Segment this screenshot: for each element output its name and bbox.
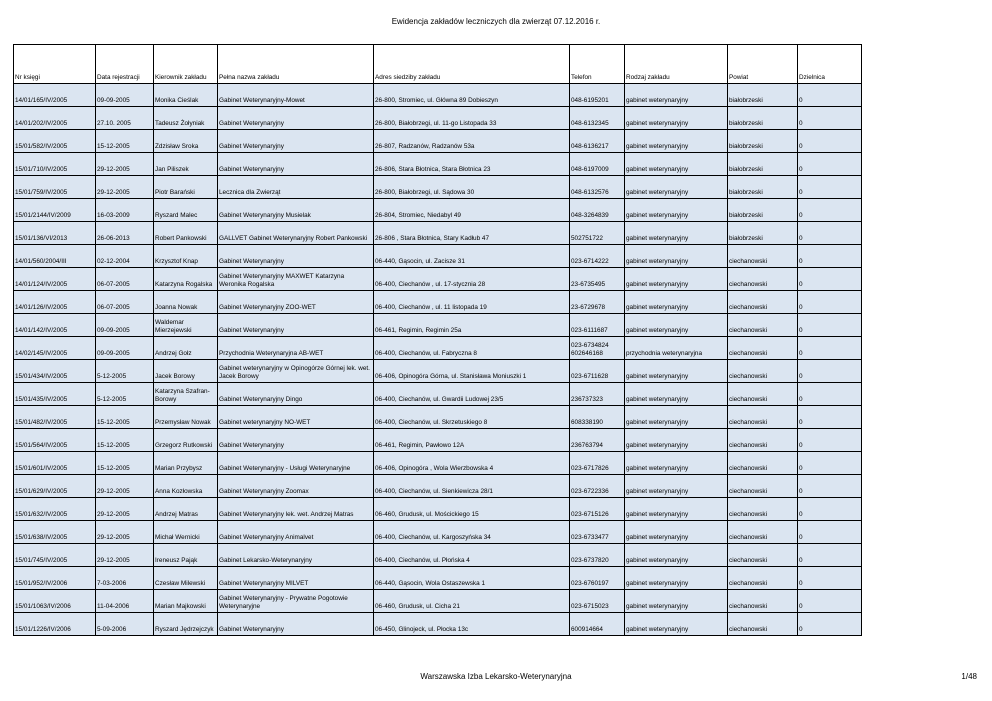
cell-nr-ksiegi: 15/01/482/IV/2005 xyxy=(14,406,96,429)
table-row xyxy=(14,613,862,636)
cell-nr-ksiegi: 15/01/434/IV/2005 xyxy=(14,360,96,383)
cell-data-rejestracji: 06-07-2005 xyxy=(96,291,154,314)
cell-nazwa: Gabinet Weterynaryjny Musielak xyxy=(218,199,374,222)
cell-data-rejestracji: 09-09-2005 xyxy=(96,314,154,337)
column-header-telefon: Telefon xyxy=(570,45,625,84)
cell-dzielnica: 0 xyxy=(798,613,862,636)
cell-kierownik: Marian Przybysz xyxy=(154,452,218,475)
cell-kierownik: Ryszard Jędrzejczyk xyxy=(154,613,218,636)
cell-nr-ksiegi: 15/01/582/IV/2005 xyxy=(14,130,96,153)
cell-data-rejestracji: 5-12-2005 xyxy=(96,360,154,383)
cell-telefon: 048-6197009 xyxy=(570,153,625,176)
cell-nazwa: Gabinet Weterynaryjny MAXWET Katarzyna Weronika Rogalska xyxy=(218,268,374,291)
cell-rodzaj: gabinet weterynaryjny xyxy=(625,406,728,429)
cell-adres: 06-440, Gąsocin, ul. Zacisze 31 xyxy=(374,245,570,268)
cell-kierownik: Waldemar Mierzejewski xyxy=(154,314,218,337)
cell-rodzaj: gabinet weterynaryjny xyxy=(625,291,728,314)
page-number: 1/48 xyxy=(961,672,977,681)
cell-nazwa: Gabinet Weterynaryjny lek. wet. Andrzej Matras xyxy=(218,498,374,521)
cell-powiat: ciechanowski xyxy=(728,498,798,521)
cell-kierownik: Piotr Barański xyxy=(154,176,218,199)
cell-data-rejestracji: 29-12-2005 xyxy=(96,521,154,544)
cell-data-rejestracji: 29-12-2005 xyxy=(96,475,154,498)
cell-telefon: 608338190 xyxy=(570,406,625,429)
cell-nr-ksiegi: 15/01/1063/IV/2006 xyxy=(14,590,96,613)
cell-rodzaj: gabinet weterynaryjny xyxy=(625,498,728,521)
cell-dzielnica: 0 xyxy=(798,268,862,291)
cell-powiat: ciechanowski xyxy=(728,452,798,475)
cell-telefon: 048-6132345 xyxy=(570,107,625,130)
table-row xyxy=(14,498,862,521)
table-row xyxy=(14,475,862,498)
cell-nr-ksiegi: 14/02/145/IV/2005 xyxy=(14,337,96,360)
cell-rodzaj: gabinet weterynaryjny xyxy=(625,84,728,107)
cell-data-rejestracji: 29-12-2005 xyxy=(96,176,154,199)
cell-nazwa: Gabinet Weterynaryjny xyxy=(218,613,374,636)
cell-adres: 06-400, Ciechanów, ul. Płońska 4 xyxy=(374,544,570,567)
table-row xyxy=(14,337,862,360)
cell-kierownik: Robert Pankowski xyxy=(154,222,218,245)
registry-table xyxy=(13,44,862,636)
cell-telefon: 023-6722336 xyxy=(570,475,625,498)
cell-dzielnica: 0 xyxy=(798,337,862,360)
table-row xyxy=(14,406,862,429)
cell-dzielnica: 0 xyxy=(798,406,862,429)
cell-nazwa: Gabinet Weterynaryjny xyxy=(218,153,374,176)
table-row xyxy=(14,199,862,222)
cell-kierownik: Jacek Borowy xyxy=(154,360,218,383)
cell-powiat: białobrzeski xyxy=(728,84,798,107)
cell-powiat: ciechanowski xyxy=(728,613,798,636)
cell-powiat: białobrzeski xyxy=(728,222,798,245)
page-title: Ewidencja zakładów leczniczych dla zwierząt 07.12.2016 r. xyxy=(391,17,601,26)
table-row xyxy=(14,153,862,176)
cell-nr-ksiegi: 15/01/632/IV/2005 xyxy=(14,498,96,521)
column-header-rodzaj: Rodzaj zakładu xyxy=(625,45,728,84)
cell-dzielnica: 0 xyxy=(798,245,862,268)
cell-nr-ksiegi: 15/01/745/IV/2005 xyxy=(14,544,96,567)
cell-dzielnica: 0 xyxy=(798,153,862,176)
cell-adres: 26-804, Stromiec, Niedabyl 49 xyxy=(374,199,570,222)
cell-telefon: 023-6717826 xyxy=(570,452,625,475)
cell-nazwa: Gabinet Weterynaryjny Dingo xyxy=(218,383,374,406)
cell-telefon: 502751722 xyxy=(570,222,625,245)
table-row xyxy=(14,567,862,590)
column-header-kierownik: Kierownik zakładu xyxy=(154,45,218,84)
cell-rodzaj: przychodnia weterynaryjna xyxy=(625,337,728,360)
cell-telefon: 023-6711628 xyxy=(570,360,625,383)
cell-nazwa: Gabinet Weterynaryjny xyxy=(218,107,374,130)
cell-kierownik: Andrzej Gołz xyxy=(154,337,218,360)
cell-powiat: ciechanowski xyxy=(728,475,798,498)
cell-nazwa: Gabinet weterynaryjny NO-WET xyxy=(218,406,374,429)
cell-nr-ksiegi: 15/01/638/IV/2005 xyxy=(14,521,96,544)
cell-powiat: ciechanowski xyxy=(728,268,798,291)
cell-nazwa: Przychodnia Weterynaryjna AB-WET xyxy=(218,337,374,360)
cell-powiat: ciechanowski xyxy=(728,383,798,406)
cell-dzielnica: 0 xyxy=(798,429,862,452)
cell-dzielnica: 0 xyxy=(798,199,862,222)
column-header-data-rejestracji: Data rejestracji xyxy=(96,45,154,84)
cell-kierownik: Andrzej Matras xyxy=(154,498,218,521)
column-header-powiat: Powiat xyxy=(728,45,798,84)
cell-powiat: ciechanowski xyxy=(728,406,798,429)
table-row xyxy=(14,291,862,314)
table-row xyxy=(14,314,862,337)
cell-data-rejestracji: 27.10. 2005 xyxy=(96,107,154,130)
cell-powiat: białobrzeski xyxy=(728,130,798,153)
cell-adres: 06-460, Grudusk, ul. Cicha 21 xyxy=(374,590,570,613)
cell-data-rejestracji: 29-12-2005 xyxy=(96,544,154,567)
cell-kierownik: Monika Cieślak xyxy=(154,84,218,107)
cell-dzielnica: 0 xyxy=(798,130,862,153)
cell-data-rejestracji: 09-09-2005 xyxy=(96,337,154,360)
cell-nr-ksiegi: 14/01/126/IV/2005 xyxy=(14,291,96,314)
cell-adres: 06-450, Glinojeck, ul. Płocka 13c xyxy=(374,613,570,636)
cell-telefon: 048-6195201 xyxy=(570,84,625,107)
cell-powiat: białobrzeski xyxy=(728,176,798,199)
cell-nr-ksiegi: 15/01/759/IV/2005 xyxy=(14,176,96,199)
cell-dzielnica: 0 xyxy=(798,360,862,383)
table-row xyxy=(14,544,862,567)
cell-telefon: 023-6737820 xyxy=(570,544,625,567)
cell-adres: 06-400, Ciechanów, ul. Sienkiewicza 28/1 xyxy=(374,475,570,498)
cell-data-rejestracji: 02-12-2004 xyxy=(96,245,154,268)
cell-nazwa: Gabinet Weterynaryjny MILVET xyxy=(218,567,374,590)
cell-powiat: białobrzeski xyxy=(728,107,798,130)
cell-adres: 06-400, Ciechanów, ul. Gwardii Ludowej 23/5 xyxy=(374,383,570,406)
cell-dzielnica: 0 xyxy=(798,291,862,314)
cell-nr-ksiegi: 15/01/2144/IV/2009 xyxy=(14,199,96,222)
cell-kierownik: Zdzisław Sroka xyxy=(154,130,218,153)
cell-data-rejestracji: 29-12-2005 xyxy=(96,498,154,521)
table-row xyxy=(14,383,862,406)
table-row xyxy=(14,176,862,199)
cell-data-rejestracji: 15-12-2005 xyxy=(96,429,154,452)
cell-dzielnica: 0 xyxy=(798,567,862,590)
table-row xyxy=(14,84,862,107)
cell-adres: 06-406, Opinogóra , Wola Wierzbowska 4 xyxy=(374,452,570,475)
cell-rodzaj: gabinet weterynaryjny xyxy=(625,107,728,130)
column-header-nazwa: Pełna nazwa zakładu xyxy=(218,45,374,84)
cell-adres: 06-400, Ciechanów, ul. Fabryczna 8 xyxy=(374,337,570,360)
cell-adres: 26-806, Stara Błotnica, Stara Błotnica 23 xyxy=(374,153,570,176)
cell-adres: 06-400, Ciechanów , ul. 17-stycznia 28 xyxy=(374,268,570,291)
cell-data-rejestracji: 29-12-2005 xyxy=(96,153,154,176)
cell-dzielnica: 0 xyxy=(798,498,862,521)
cell-nr-ksiegi: 15/01/952/IV/2006 xyxy=(14,567,96,590)
cell-dzielnica: 0 xyxy=(798,314,862,337)
cell-powiat: ciechanowski xyxy=(728,245,798,268)
cell-nazwa: Gabinet Lekarsko-Weterynaryjny xyxy=(218,544,374,567)
cell-adres: 26-806 , Stara Błotnica, Stary Kadłub 47 xyxy=(374,222,570,245)
cell-data-rejestracji: 15-12-2005 xyxy=(96,452,154,475)
cell-kierownik: Krzysztof Knap xyxy=(154,245,218,268)
cell-powiat: ciechanowski xyxy=(728,291,798,314)
cell-telefon: 048-6136217 xyxy=(570,130,625,153)
cell-dzielnica: 0 xyxy=(798,84,862,107)
cell-telefon: 023-6714222 xyxy=(570,245,625,268)
cell-dzielnica: 0 xyxy=(798,383,862,406)
cell-adres: 06-406, Opinogóra Górna, ul. Stanisława Moniuszki 1 xyxy=(374,360,570,383)
cell-kierownik: Ireneusz Pająk xyxy=(154,544,218,567)
cell-adres: 26-800, Białobrzegi, ul. Sądowa 30 xyxy=(374,176,570,199)
cell-nazwa: Gabinet Weterynaryjny - Usługi Weterynaryjne xyxy=(218,452,374,475)
cell-nr-ksiegi: 15/01/1226/IV/2006 xyxy=(14,613,96,636)
cell-nr-ksiegi: 15/01/136/VI/2013 xyxy=(14,222,96,245)
cell-nr-ksiegi: 15/01/629/IV/2005 xyxy=(14,475,96,498)
cell-rodzaj: gabinet weterynaryjny xyxy=(625,590,728,613)
cell-kierownik: Grzegorz Rutkowski xyxy=(154,429,218,452)
cell-dzielnica: 0 xyxy=(798,176,862,199)
cell-rodzaj: gabinet weterynaryjny xyxy=(625,314,728,337)
cell-data-rejestracji: 5-09-2006 xyxy=(96,613,154,636)
cell-data-rejestracji: 09-09-2005 xyxy=(96,84,154,107)
cell-nazwa: Gabinet Weterynaryjny xyxy=(218,314,374,337)
cell-dzielnica: 0 xyxy=(798,107,862,130)
cell-powiat: ciechanowski xyxy=(728,429,798,452)
table-row xyxy=(14,452,862,475)
column-header-adres: Adres siedziby zakładu xyxy=(374,45,570,84)
cell-rodzaj: gabinet weterynaryjny xyxy=(625,268,728,291)
cell-kierownik: Katarzyna Szafran-Borowy xyxy=(154,383,218,406)
cell-telefon: 236737323 xyxy=(570,383,625,406)
cell-nazwa: Gabinet Weterynaryjny xyxy=(218,429,374,452)
cell-telefon: 048-6132576 xyxy=(570,176,625,199)
cell-adres: 06-461, Regimin, Pawłowo 12A xyxy=(374,429,570,452)
cell-rodzaj: gabinet weterynaryjny xyxy=(625,176,728,199)
cell-powiat: ciechanowski xyxy=(728,567,798,590)
cell-data-rejestracji: 16-03-2009 xyxy=(96,199,154,222)
cell-dzielnica: 0 xyxy=(798,521,862,544)
cell-rodzaj: gabinet weterynaryjny xyxy=(625,130,728,153)
cell-nr-ksiegi: 15/01/435/IV/2005 xyxy=(14,383,96,406)
cell-nazwa: Lecznica dla Zwierząt xyxy=(218,176,374,199)
cell-telefon: 048-3264839 xyxy=(570,199,625,222)
table-row xyxy=(14,107,862,130)
cell-nr-ksiegi: 14/01/142/IV/2005 xyxy=(14,314,96,337)
cell-powiat: ciechanowski xyxy=(728,590,798,613)
cell-telefon: 23-6735495 xyxy=(570,268,625,291)
cell-data-rejestracji: 5-12-2005 xyxy=(96,383,154,406)
cell-kierownik: Michał Wernicki xyxy=(154,521,218,544)
cell-nr-ksiegi: 15/01/710/IV/2005 xyxy=(14,153,96,176)
cell-adres: 06-461, Regimin, Regimin 25a xyxy=(374,314,570,337)
table-row xyxy=(14,429,862,452)
cell-kierownik: Tadeusz Żołyniak xyxy=(154,107,218,130)
cell-rodzaj: gabinet weterynaryjny xyxy=(625,199,728,222)
cell-telefon: 023-6760197 xyxy=(570,567,625,590)
cell-telefon: 023-6715126 xyxy=(570,498,625,521)
cell-nazwa: Gabinet Weterynaryjny xyxy=(218,245,374,268)
cell-telefon: 023-6715023 xyxy=(570,590,625,613)
cell-data-rejestracji: 15-12-2005 xyxy=(96,130,154,153)
header-row xyxy=(14,45,862,84)
cell-nr-ksiegi: 14/01/560/2004/III xyxy=(14,245,96,268)
cell-powiat: ciechanowski xyxy=(728,360,798,383)
cell-rodzaj: gabinet weterynaryjny xyxy=(625,429,728,452)
cell-adres: 26-807, Radzanów, Radzanów 53a xyxy=(374,130,570,153)
cell-rodzaj: gabinet weterynaryjny xyxy=(625,222,728,245)
cell-adres: 06-400, Ciechanów , ul. 11 listopada 19 xyxy=(374,291,570,314)
cell-rodzaj: gabinet weterynaryjny xyxy=(625,452,728,475)
cell-powiat: białobrzeski xyxy=(728,199,798,222)
cell-nazwa: Gabinet Weterynaryjny xyxy=(218,130,374,153)
cell-nazwa: Gabinet Weterynaryjny-Mowet xyxy=(218,84,374,107)
table-row xyxy=(14,245,862,268)
cell-nazwa: Gabinet weterynaryjny w Opinogórze Górnej lek. wet. Jacek Borowy xyxy=(218,360,374,383)
cell-kierownik: Joanna Nowak xyxy=(154,291,218,314)
cell-data-rejestracji: 06-07-2005 xyxy=(96,268,154,291)
cell-telefon: 023-6733477 xyxy=(570,521,625,544)
cell-nazwa: Gabinet Weterynaryjny ZOO-WET xyxy=(218,291,374,314)
cell-adres: 06-460, Grudusk, ul. Mościckiego 15 xyxy=(374,498,570,521)
cell-nazwa: Gabinet Weterynaryjny - Prywatne Pogotowie Weterynaryjne xyxy=(218,590,374,613)
cell-nr-ksiegi: 15/01/601/IV/2005 xyxy=(14,452,96,475)
cell-adres: 06-440, Gąsocin, Wola Ostaszewska 1 xyxy=(374,567,570,590)
cell-nazwa: Gabinet Weterynaryjny Zoomax xyxy=(218,475,374,498)
cell-powiat: białobrzeski xyxy=(728,153,798,176)
cell-rodzaj: gabinet weterynaryjny xyxy=(625,245,728,268)
cell-nazwa: GALLVET Gabinet Weterynaryjny Robert Pankowski xyxy=(218,222,374,245)
cell-telefon: 236763794 xyxy=(570,429,625,452)
cell-powiat: ciechanowski xyxy=(728,544,798,567)
cell-rodzaj: gabinet weterynaryjny xyxy=(625,613,728,636)
cell-adres: 26-800, Stromiec, ul. Główna 89 Dobieszyn xyxy=(374,84,570,107)
cell-kierownik: Czesław Milewski xyxy=(154,567,218,590)
table-row xyxy=(14,268,862,291)
cell-adres: 06-400, Ciechanów, ul. Skrzetuskiego 8 xyxy=(374,406,570,429)
cell-telefon: 023-6111687 xyxy=(570,314,625,337)
cell-data-rejestracji: 15-12-2005 xyxy=(96,406,154,429)
table-row xyxy=(14,360,862,383)
cell-rodzaj: gabinet weterynaryjny xyxy=(625,475,728,498)
cell-rodzaj: gabinet weterynaryjny xyxy=(625,521,728,544)
cell-data-rejestracji: 7-03-2006 xyxy=(96,567,154,590)
cell-powiat: ciechanowski xyxy=(728,314,798,337)
cell-powiat: ciechanowski xyxy=(728,521,798,544)
table-row xyxy=(14,521,862,544)
cell-nr-ksiegi: 14/01/124/IV/2005 xyxy=(14,268,96,291)
cell-kierownik: Anna Kozłowska xyxy=(154,475,218,498)
cell-nr-ksiegi: 14/01/202/IV/2005 xyxy=(14,107,96,130)
table-body xyxy=(14,84,862,636)
cell-adres: 06-400, Ciechanów, ul. Kargoszyńska 34 xyxy=(374,521,570,544)
table-row xyxy=(14,130,862,153)
table-row xyxy=(14,222,862,245)
cell-rodzaj: gabinet weterynaryjny xyxy=(625,360,728,383)
cell-telefon: 023-6734824 602646168 xyxy=(570,337,625,360)
cell-telefon: 600914664 xyxy=(570,613,625,636)
cell-dzielnica: 0 xyxy=(798,475,862,498)
cell-dzielnica: 0 xyxy=(798,544,862,567)
cell-rodzaj: gabinet weterynaryjny xyxy=(625,567,728,590)
cell-rodzaj: gabinet weterynaryjny xyxy=(625,383,728,406)
column-header-dzielnica: Dzielnica xyxy=(798,45,862,84)
cell-rodzaj: gabinet weterynaryjny xyxy=(625,153,728,176)
cell-nr-ksiegi: 15/01/564/IV/2005 xyxy=(14,429,96,452)
cell-dzielnica: 0 xyxy=(798,590,862,613)
table-row xyxy=(14,590,862,613)
cell-data-rejestracji: 11-04-2006 xyxy=(96,590,154,613)
cell-adres: 26-800, Białobrzegi, ul. 11-go Listopada 33 xyxy=(374,107,570,130)
cell-powiat: ciechanowski xyxy=(728,337,798,360)
cell-kierownik: Przemysław Nowak xyxy=(154,406,218,429)
cell-nazwa: Gabinet Weterynaryjny Animalvet xyxy=(218,521,374,544)
cell-kierownik: Katarzyna Rogalska xyxy=(154,268,218,291)
cell-telefon: 23-6729678 xyxy=(570,291,625,314)
cell-dzielnica: 0 xyxy=(798,222,862,245)
cell-kierownik: Jan Piliszek xyxy=(154,153,218,176)
cell-nr-ksiegi: 14/01/165/IV/2005 xyxy=(14,84,96,107)
cell-dzielnica: 0 xyxy=(798,452,862,475)
cell-kierownik: Ryszard Malec xyxy=(154,199,218,222)
footer-text: Warszawska Izba Lekarsko-Weterynaryjna xyxy=(420,672,572,681)
cell-rodzaj: gabinet weterynaryjny xyxy=(625,544,728,567)
column-header-nr-ksiegi: Nr księgi xyxy=(14,45,96,84)
cell-data-rejestracji: 26-06-2013 xyxy=(96,222,154,245)
cell-kierownik: Marian Majkowski xyxy=(154,590,218,613)
